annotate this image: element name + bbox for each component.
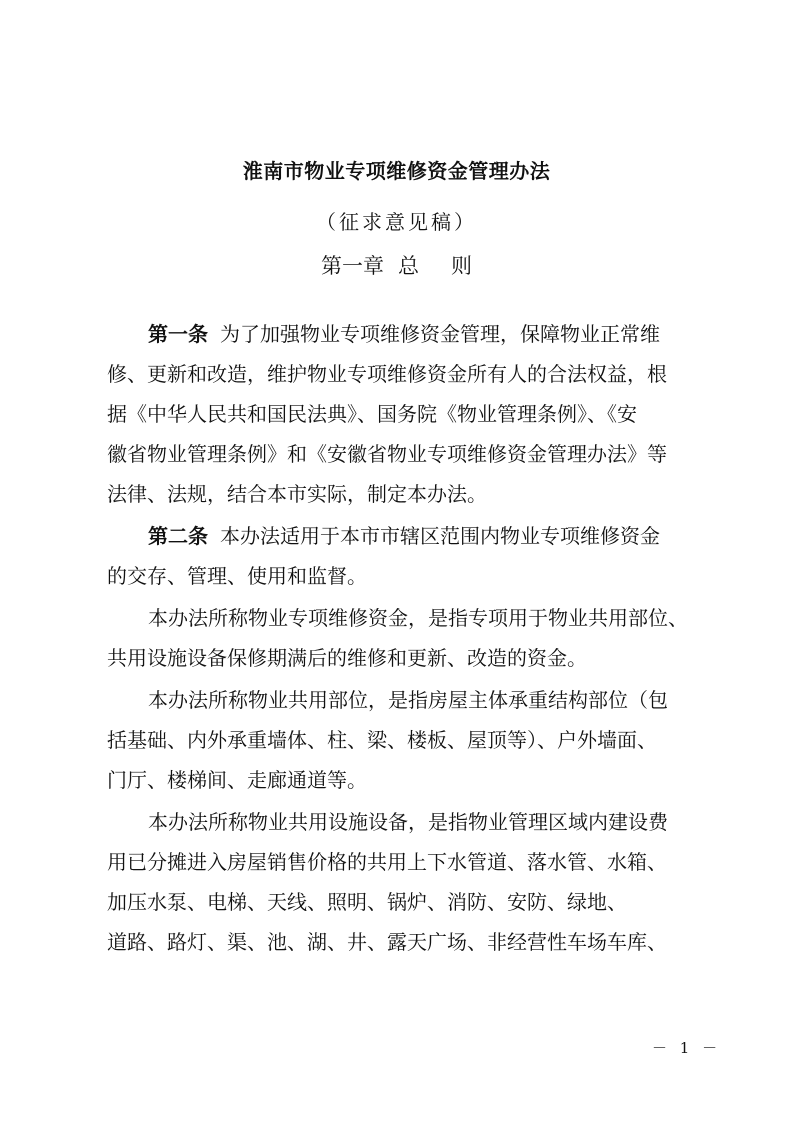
paragraph-parts-line-3: 门厅、楼梯间、走廊通道等。 xyxy=(107,768,367,792)
paragraph-parts-line-2: 括基础、内外承重墙体、柱、梁、楼板、屋顶等）、户外墙面、 xyxy=(107,728,657,752)
paragraph-facilities-line-2: 用已分摊进入房屋销售价格的共用上下水管道、落水管、水箱、 xyxy=(107,850,667,874)
paragraph-fund-line-1: 本办法所称物业专项维修资金，是指专项用于物业共用部位、 xyxy=(148,606,688,630)
article-1-line-4: 徽省物业管理条例》和《安徽省物业专项维修资金管理办法》等 xyxy=(107,442,667,466)
article-2-line-1 xyxy=(148,521,660,551)
article-1-line-1 xyxy=(148,319,660,349)
article-1-line-5: 法律、法规，结合本市实际，制定本办法。 xyxy=(107,482,487,506)
article-1-line-2: 修、更新和改造，维护物业专项维修资金所有人的合法权益，根 xyxy=(107,362,667,386)
paragraph-fund-line-2: 共用设施设备保修期满后的维修和更新、改造的资金。 xyxy=(107,646,587,670)
chapter-number: 第一章 xyxy=(321,254,384,278)
article-1-line-3: 据《中华人民共和国民法典》、国务院《物业管理条例》、《安 xyxy=(107,402,637,426)
paragraph-facilities-line-1: 本办法所称物业共用设施设备，是指物业管理区域内建设费 xyxy=(148,810,668,834)
paragraph-facilities-line-4: 道路、路灯、渠、池、湖、井、露天广场、非经营性车场车库、 xyxy=(107,930,667,954)
article-2-text-1: 本办法适用于本市市辖区范围内物业专项维修资金 xyxy=(220,524,660,548)
article-1-text-1: 为了加强物业专项维修资金管理，保障物业正常维 xyxy=(220,322,660,346)
article-1-label: 第一条 xyxy=(148,322,208,346)
article-2-label: 第二条 xyxy=(148,524,208,548)
document-title: 淮南市物业专项维修资金管理办法 xyxy=(242,159,551,183)
chapter-name-part-2: 则 xyxy=(451,254,472,278)
article-2-line-2: 的交存、管理、使用和监督。 xyxy=(107,564,367,588)
document-subtitle: （征求意见稿） xyxy=(316,210,477,234)
paragraph-facilities-line-3: 加压水泵、电梯、天线、照明、锅炉、消防、安防、绿地、 xyxy=(107,890,627,914)
paragraph-parts-line-1: 本办法所称物业共用部位，是指房屋主体承重结构部位（包 xyxy=(148,688,668,712)
page-number: － 1 － xyxy=(652,1039,722,1057)
chapter-heading xyxy=(0,250,793,282)
chapter-name-part-1: 总 xyxy=(398,254,419,278)
